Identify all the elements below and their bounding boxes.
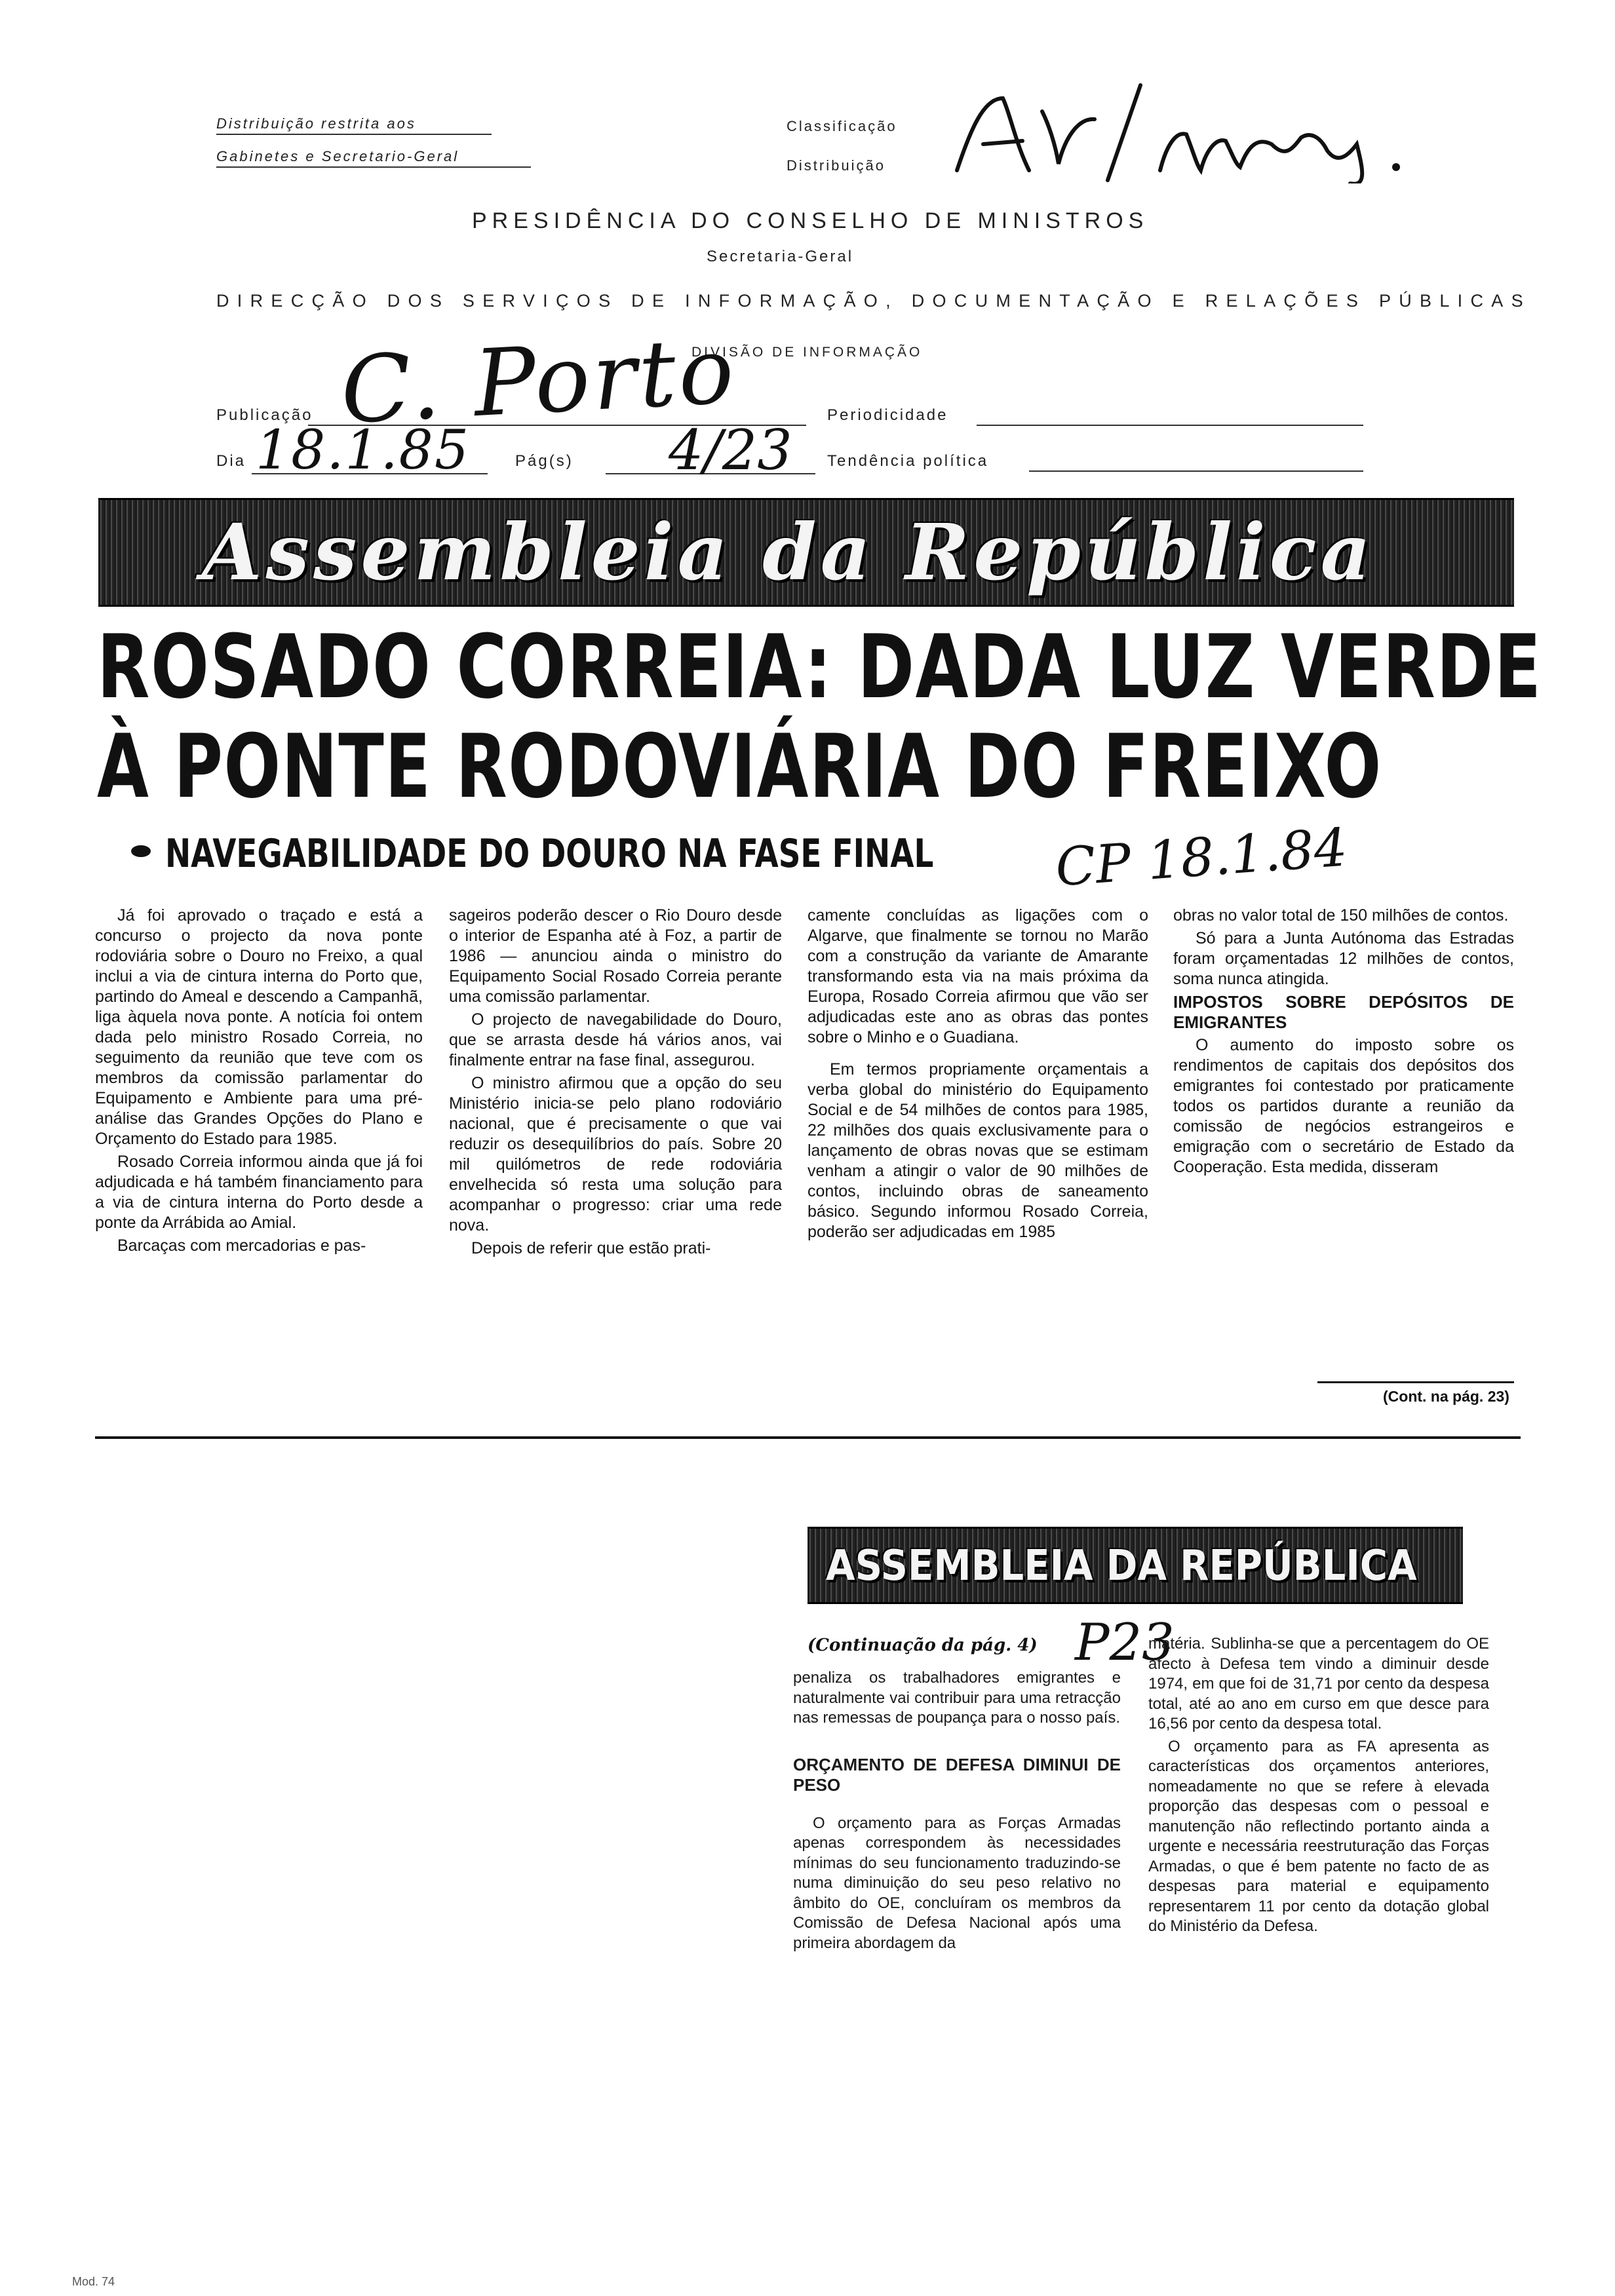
article-paragraph: Rosado Correia informou ainda que já foi adjudicada e há também financiamento para a via de cintura interna do Porto desde a ponte da Arrábida ao Amial. xyxy=(95,1153,423,1232)
tendencia-label: Tendência política xyxy=(827,452,989,470)
continuation-banner xyxy=(808,1527,1463,1604)
continued-note: (Cont. na pág. 23) xyxy=(1383,1388,1509,1405)
pags-label: Pág(s) xyxy=(515,452,574,470)
dia-label: Dia xyxy=(216,452,246,470)
org-title: PRESIDÊNCIA DO CONSELHO DE MINISTROS xyxy=(472,208,1149,233)
subheadline: NAVEGABILIDADE DO DOURO NA FASE FINAL xyxy=(165,831,934,877)
division-title: DIVISÃO DE INFORMAÇÃO xyxy=(691,345,923,360)
distribution-line-2: Gabinetes e Secretario-Geral xyxy=(216,148,531,168)
distribuicao-label: Distribuição xyxy=(787,157,885,174)
article-paragraph: O projecto de navegabilidade do Douro, que se arrasta desde há vários anos, vai finalmente entrar na fase final, assegurou. xyxy=(449,1010,782,1069)
subhead-annotation: CP 18.1.84 xyxy=(1053,816,1350,898)
classificacao-label: Classificação xyxy=(787,118,897,134)
subhead-bullet-icon xyxy=(131,845,151,857)
distribution-line-1: Distribuição restrita aos xyxy=(216,115,492,135)
publicacao-label: Publicação xyxy=(216,406,313,424)
article-column-2 xyxy=(449,906,782,1259)
article-paragraph: Já foi aprovado o traçado e está a concurso o projecto da nova ponte rodoviária sobre o Douro no Freixo, a qual inclui a via de cintura interna do Porto que, partindo do Ameal e descendo a Campanhã, liga àquela nova ponte. A notícia foi ontem dada pelo ministro Rosado Correia, no seguimento da reunião que teve com os membros da comissão parlamentar do Equipamento e Ambiente para uma pré-análise das Grandes Opções do Plano e Orçamento do Estado para 1985. xyxy=(95,906,423,1148)
pags-value: 4/23 xyxy=(669,418,792,482)
article-paragraph: O aumento do imposto sobre os rendimentos de capitais dos depósitos dos emigrantes foi contestado por praticamente todos os partidos durante a reunião da comissão de negócios estrangeiros e emigração com o secretário de Estado da Cooperação. Esta medida, disseram xyxy=(1173,1036,1514,1176)
continuation-banner-title: ASSEMBLEIA DA REPÚBLICA xyxy=(826,1542,1417,1590)
section-banner-title: Assembleia da República xyxy=(202,507,1375,598)
article-paragraph: obras no valor total de 150 milhões de contos. xyxy=(1173,906,1509,925)
continued-rule xyxy=(1317,1381,1514,1383)
continuation-paragraph: matéria. Sublinha-se que a percentagem do OE afecto à Defesa tem vindo a diminuir desde 1974, em que foi de 31,71 por cento da despesa total, até ao ano em curso em que desce para 16,56 por cento da despesa total. xyxy=(1148,1635,1489,1732)
article-column-4 xyxy=(1173,906,1514,1177)
article-column-3 xyxy=(808,906,1148,1242)
dia-value: 18.1.85 xyxy=(256,419,470,482)
handwriting-scribble-icon xyxy=(944,72,1429,183)
org-subtitle: Secretaria-Geral xyxy=(707,248,854,265)
continuation-paragraph: O orçamento para as FA apresenta as características dos orçamentos anteriores, nomeadamente no que se refere à elevada proporção das despesas com o pessoal e manutenção não reflectindo portanto ainda a urgente e necessária reestruturação das Forças Armadas, o que é bem patente no facto de as despesas para material e equipamento representarem 11 por cento da dotação global do Ministério da Defesa. xyxy=(1148,1737,1489,1935)
continuation-page-annotation: P23 xyxy=(1075,1613,1175,1672)
continuation-from: (Continuação da pág. 4) xyxy=(808,1636,1038,1655)
continuation-paragraph: penaliza os trabalhadores emigrantes e naturalmente vai contribuir para uma retracção nas remessas de poupança para o nosso país. xyxy=(793,1669,1121,1727)
article-column-1 xyxy=(95,906,423,1256)
section-banner xyxy=(98,498,1514,607)
article-paragraph: Barcaças com mercadorias e pas- xyxy=(117,1236,366,1255)
headline-line-2: À PONTE RODOVIÁRIA DO FREIXO xyxy=(97,716,1382,818)
tendencia-line xyxy=(1029,470,1363,472)
article-divider xyxy=(95,1436,1521,1439)
article-paragraph: sageiros poderão descer o Rio Douro desde o interior de Espanha até à Foz, a partir de 1986 — anunciou ainda o ministro do Equipamento Social Rosado Correia perante uma comissão parlamentar. xyxy=(449,906,782,1006)
periodicidade-line xyxy=(977,425,1363,426)
article-paragraph: Depois de referir que estão prati- xyxy=(471,1239,711,1257)
distribution-note xyxy=(216,115,531,168)
article-paragraph: camente concluídas as ligações com o Algarve, que finalmente se tornou no Marão com a construção da variante de Amarante transformando esta via na mais próxima da Europa, Rosado Correia afirmou que vão ser adjudicadas este ano as obras das pontes sobre o Minho e o Guadiana. xyxy=(808,906,1148,1046)
article-paragraph: O ministro afirmou que a opção do seu Ministério inicia-se pelo plano rodoviário nacional, que é precisamente o que vai reduzir os desequilíbrios do país. Sobre 20 mil quilómetros de rede rodoviária envelhecida só resta uma solução para acompanhar o progresso: criar uma rede nova. xyxy=(449,1074,782,1234)
continuation-paragraph: O orçamento para as Forças Armadas apenas correspondem às necessidades mínimas do seu funcionamento traduzindo-se numa diminuição do seu peso relativo no âmbito do OE, concluíram os membros da Comissão de Defesa Nacional após uma primeira abordagem da xyxy=(793,1814,1121,1952)
continuation-subhead: ORÇAMENTO DE DEFESA DIMINUI DE PESO xyxy=(793,1754,1121,1795)
continuation-right-column xyxy=(1148,1634,1489,1937)
article-paragraph: Em termos propriamente orçamentais a verba global do ministério do Equipamento Social e de 54 milhões de contos para 1985, 22 milhões dos quais exclusivamente para o lançamento de obras novas que se estimam venham a atingir o valor de 90 milhões de contos, incluindo obras de saneamento básico. Segundo informou Rosado Correia, poderão ser adjudicadas em 1985 xyxy=(808,1060,1148,1241)
footer-mark: Mod. 74 xyxy=(72,2275,115,2288)
headline-line-1: ROSADO CORREIA: DADA LUZ VERDE xyxy=(97,616,1542,718)
direction-title: DIRECÇÃO DOS SERVIÇOS DE INFORMAÇÃO, DOCUMENTAÇÃO E RELAÇÕES PÚBLICAS xyxy=(216,291,1531,311)
article-subhead: IMPOSTOS SOBRE DEPÓSITOS DE EMIGRANTES xyxy=(1173,992,1514,1032)
article-paragraph: Só para a Junta Autónoma das Estradas foram orçamentadas 12 milhões de contos, soma nunca atingida. xyxy=(1173,929,1514,988)
continuation-left-column xyxy=(793,1668,1121,1953)
periodicidade-label: Periodicidade xyxy=(827,406,948,424)
publicacao-value: C. Porto xyxy=(338,317,739,445)
classificacao-handwriting xyxy=(944,72,1429,183)
